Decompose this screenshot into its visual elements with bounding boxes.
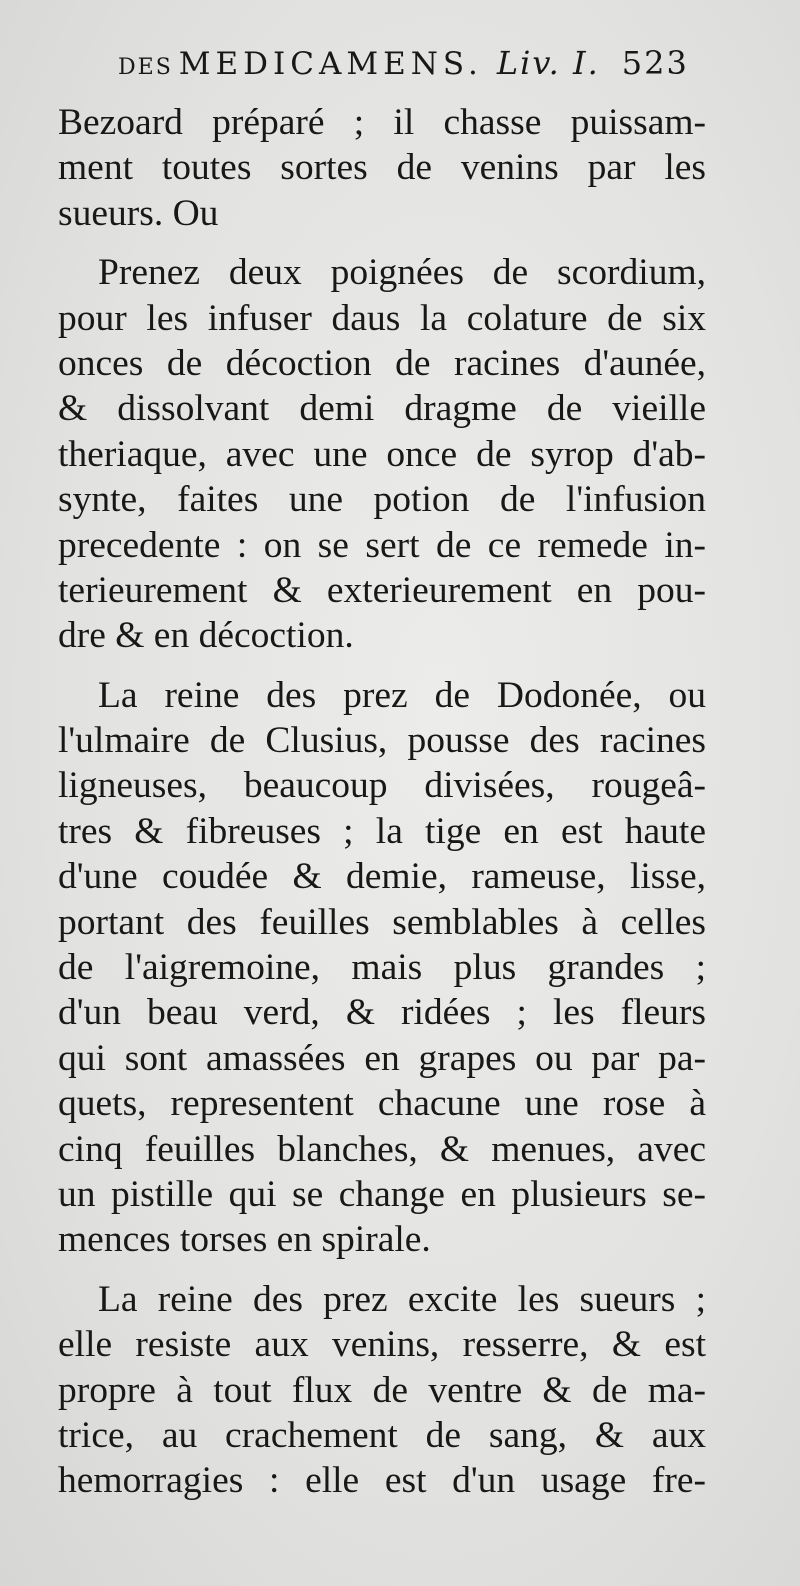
text-line: propre à tout flux de ventre & de ma- xyxy=(58,1369,706,1411)
body-text xyxy=(58,100,706,1504)
text-line: ment toutes sortes de venins par les xyxy=(58,147,706,189)
text-line: d'un beau verd, & ridées ; les fleurs xyxy=(58,992,706,1034)
text-line: Bezoard préparé ; il chasse puissam- xyxy=(58,102,706,143)
text-line: & dissolvant demi dragme de vieille xyxy=(58,388,706,430)
text-line: trice, au crachement de sang, & aux xyxy=(58,1414,706,1456)
text-line: terieurement & exterieurement en pou- xyxy=(58,569,706,611)
text-line: portant des feuilles semblables à celles xyxy=(58,901,706,943)
text-line: La reine des prez excite les sueurs ; xyxy=(98,1278,706,1320)
text-line: sueurs. Ou xyxy=(58,192,219,234)
text-line: un pistille qui se change en plusieurs se- xyxy=(58,1173,706,1215)
text-line: tres & fibreuses ; la tige en est haute xyxy=(58,810,706,852)
text-line: Prenez deux poignées de scordium, xyxy=(98,252,706,294)
text-line: onces de décoction de racines d'aunée, xyxy=(58,342,706,384)
text-line: precedente : on se sert de ce remede in- xyxy=(58,524,706,566)
paragraph xyxy=(58,1277,706,1504)
text-line: cinq feuilles blanches, & menues, avec xyxy=(58,1128,706,1170)
page-number: 523 xyxy=(621,44,689,82)
text-line: d'une coudée & demie, rameuse, lisse, xyxy=(58,856,706,898)
text-line: ligneuses, beaucoup divisées, rougeâ- xyxy=(58,765,706,807)
paragraph xyxy=(58,673,706,1263)
text-line: mences torses en spirale. xyxy=(58,1219,431,1261)
header-des: DES xyxy=(118,55,173,80)
text-line: synte, faites une potion de l'infusion xyxy=(58,479,706,521)
text-line: dre & en décoction. xyxy=(58,615,354,657)
text-line: quets, representent chacune une rose à xyxy=(58,1083,706,1125)
text-line: hemorragies : elle est d'un usage fre- xyxy=(58,1460,706,1502)
text-line: pour les infuser daus la colature de six xyxy=(58,297,706,339)
paragraph xyxy=(58,250,706,659)
text-line: de l'aigremoine, mais plus grandes ; xyxy=(58,947,706,989)
running-header xyxy=(118,44,738,102)
text-line: qui sont amassées en grapes ou par pa- xyxy=(58,1037,706,1079)
text-line: l'ulmaire de Clusius, pousse des racines xyxy=(58,720,706,762)
header-title: MEDICAMENS. xyxy=(178,46,483,82)
text-line: elle resiste aux venins, resserre, & est xyxy=(58,1324,706,1366)
text-line: theriaque, avec une once de syrop d'ab- xyxy=(58,433,706,475)
text-line: La reine des prez de Dodonée, ou xyxy=(98,674,706,716)
header-book: Liv. I. xyxy=(496,44,600,82)
paragraph xyxy=(58,100,706,236)
